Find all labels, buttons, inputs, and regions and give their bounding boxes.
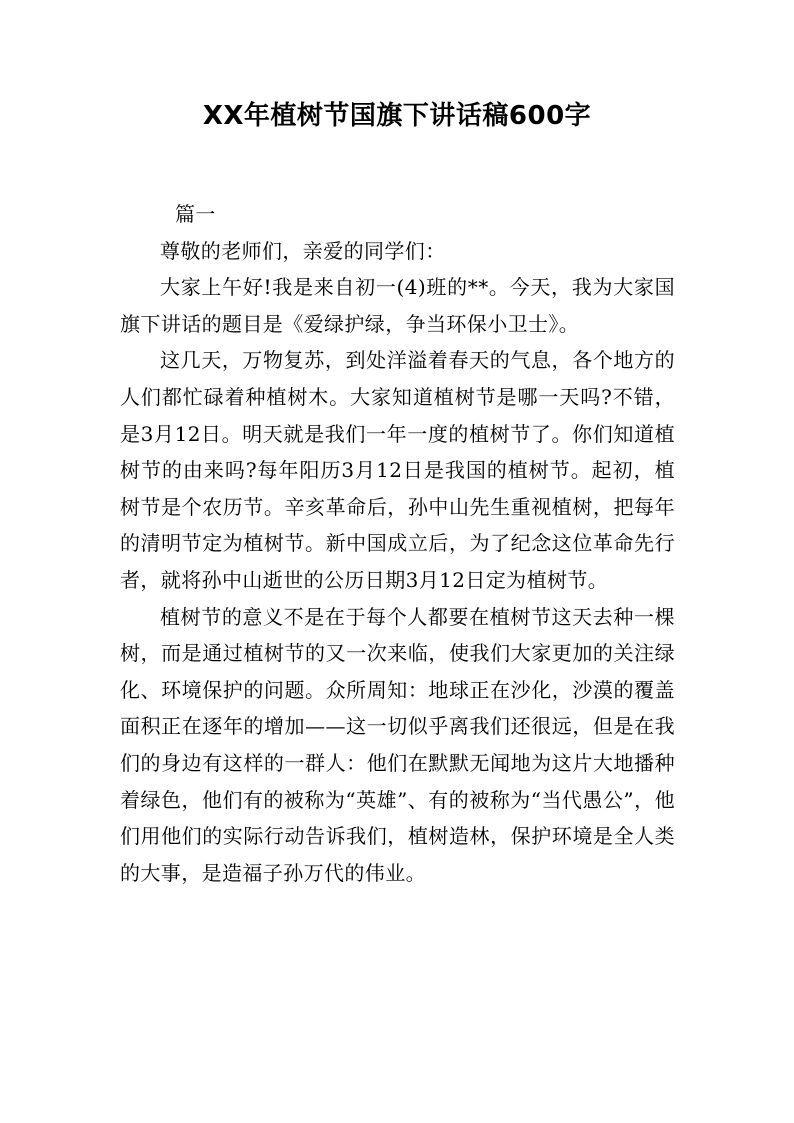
greeting: 尊敬的老师们，亲爱的同学们： <box>160 238 446 263</box>
paragraph-2: 这几天，万物复苏，到处洋溢着春天的气息，各个地方的人们都忙碌着种植树木。大家知道植树节是哪一天吗?不错，是3月12日。明天就是我们一年一度的植树节了。你们知道植树节的由来吗?每年阳历3月12日是我国的植树节。起初，植树节是个农历节。辛亥革命后，孙中山先生重视植树，把每年的清明节定为植树节。新中国成立后，为了纪念这位革命先行者，就将孙中山逝世的公历日期3月12日定为植树节。 <box>120 348 675 592</box>
paragraph-1: 大家上午好!我是来自初一(4)班的**。今天，我为大家国旗下讲话的题目是《爱绿护绿，争当环保小卫士》。 <box>120 275 675 336</box>
paragraph-3: 植树节的意义不是在于每个人都要在植树节这天去种一棵树，而是通过植树节的又一次来临，使我们大家更加的关注绿化、环境保护的问题。众所周知：地球正在沙化，沙漠的覆盖面积正在逐年的增加——这一切似乎离我们还很远，但是在我们的身边有这样的一群人：他们在默默无闻地为这片大地播种着绿色，他们有的被称为“英雄”、有的被称为“当代愚公”，他们用他们的实际行动告诉我们，植树造林，保护环境是全人类的大事，是造福子孙万代的伟业。 <box>120 604 675 885</box>
document-title: XX年植树节国旗下讲话稿600字 <box>202 101 592 131</box>
document-body <box>120 196 675 891</box>
section-label: 篇一 <box>175 202 216 226</box>
